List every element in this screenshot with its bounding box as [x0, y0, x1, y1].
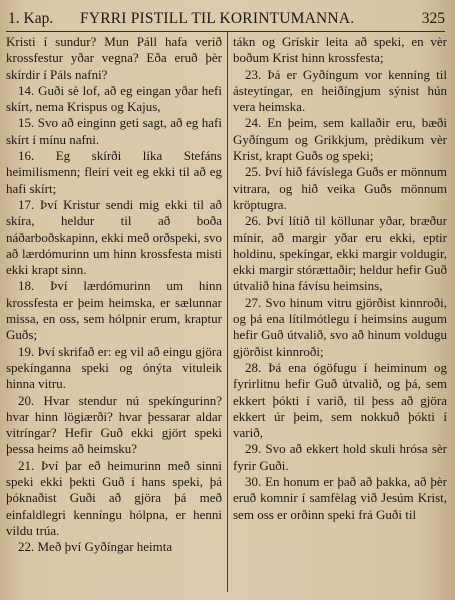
verse-paragraph: 29. Svo að ekkert hold skuli hrósa sèr fyrir Guði.	[233, 441, 447, 473]
verse-paragraph: 19. Því skrifað er: eg vil að eingu gjöra spekínganna speki og ónýta vituleik hinna vitru.	[6, 343, 222, 392]
verse-paragraph: 14. Guði sè lof, að eg eingan yðar hefi skírt, nema Krispus og Kajus,	[6, 82, 222, 115]
page-number: 325	[421, 10, 445, 27]
verse-paragraph: 15. Svo að einginn geti sagt, að eg hafi skírt í mínu nafni.	[6, 115, 222, 147]
verse-paragraph: 22. Með því Gyðíngar heimta	[18, 539, 173, 555]
verse-paragraph: 21. Því þar eð heimurinn með sinni speki ekki þekti Guð í hans speki, þá þóknaðist Guði að gjöra þá með einfaldlegri kenníngu hólpna, er henni vildu trúa.	[6, 457, 222, 538]
chapter-label: 1. Kap.	[8, 10, 54, 27]
verse-paragraph: 20. Hvar stendur nú spekíngurinn? hvar hinn lögiærði? hvar þessarar aldar vitríngar? Hefir Guð ekki gjört speki þessa heims að heimsku?	[6, 392, 222, 457]
left-column	[6, 34, 222, 556]
verse-paragraph: 17. Því Kristur sendi mig ekki til að skíra, heldur til að boða náðarboðskapinn, ekki með orðspeki, svo að lærdómurinn um hinn krossfesta misti ekki krapt sinn.	[6, 196, 222, 278]
verse-paragraph: 16. Eg skírði líka Stefáns heimilismenn; fleiri veit eg ekki til að eg hafi skírt;	[6, 148, 222, 196]
verse-paragraph: 18. Því lærdómurinn um hinn krossfesta er þeim heimska, er sælunnar missa, en oss, sem hólpnir erum, kraptur Guðs;	[6, 278, 222, 343]
verse-paragraph: 23. Þá er Gyðíngum vor kenníng til ásteytíngar, en heiðíngjum sýnist hún vera heimska.	[233, 66, 447, 115]
verse-paragraph: 28. Þá ena ógöfugu í heiminum og fyrirlitnu hefir Guð útvalið, og þá, sem ekkert þókti í varið, til þess að gjöra ekkert úr þeim, sem nokkuð þókti í varið,	[233, 359, 447, 441]
column-divider	[227, 32, 228, 592]
verse-paragraph: 27. Svo hinum vitru gjörðist kinnroði, og þá ena lítilmótlegu í heimsins augum hefir Guð útvalið, svo að hinum voldugu gjörðist kinnroði;	[233, 294, 447, 359]
verse-paragraph: 24. En þeim, sem kallaðir eru, bæði Gyðíngum og Grikkjum, prèdikum vèr Krist, krapt Guðs og speki;	[233, 115, 447, 164]
running-title: FYRRI PISTILL TIL KORINTUMANNA.	[80, 10, 355, 27]
right-column	[233, 34, 447, 523]
verse-paragraph: 25. Því hið fávíslega Guðs er mönnum vitrara, og hið veika Guðs mönnum kröptugra.	[233, 164, 447, 212]
verse-paragraph: 30. En honum er það að þakka, að þèr eruð komnir í samfèlag við Jesúm Krist, sem oss er orðinn speki frá Guði til	[233, 474, 447, 522]
verse-paragraph: tákn og Grískir leita að speki, en vèr boðum Krist hinn krossfesta;	[233, 34, 447, 66]
header-rule	[6, 31, 445, 32]
verse-paragraph: Kristi í sundur? Mun Páll hafa verið krossfestur yðar vegna? Eða eruð þèr skírdir í Páls nafni?	[6, 34, 222, 82]
page-header	[8, 7, 445, 29]
verse-paragraph: 26. Því lítið til köllunar yðar, bræður mínir, að margir yðar eru ekki, eptir holdinu, spekíngar, ekki margir voldugir, ekki margir stórættaðir; heldur hefir Guð útvalið hina fávísu heimsins,	[233, 213, 447, 294]
